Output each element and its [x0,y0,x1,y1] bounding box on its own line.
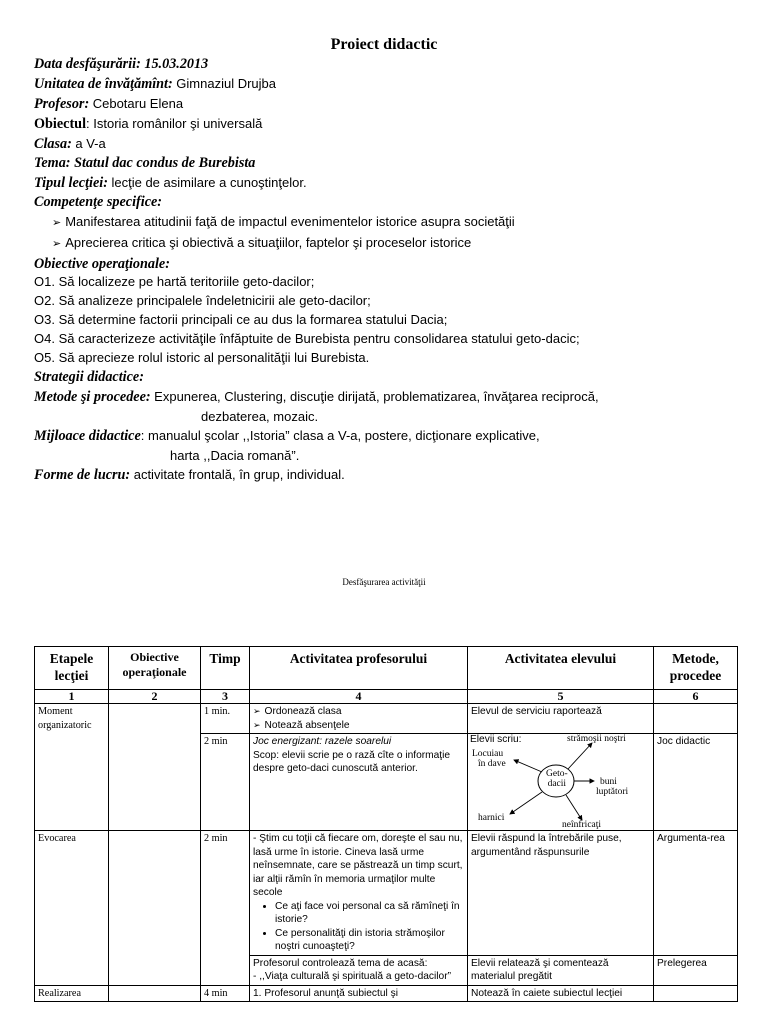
strategies-label: Strategii didactice: [34,369,144,385]
student-activity-cell: Elevii relatează şi comentează materialul pregătit [468,955,654,985]
cluster-label: Locuiau [472,749,504,759]
time-cell: 2 min [201,831,250,986]
cluster-label: în dave [478,759,506,769]
school-row [34,74,754,94]
cluster-label: neînfricaţi [562,820,602,830]
table-row [35,704,738,734]
column-number: 4 [250,690,468,704]
cluster-label: strămoşii noştri [567,734,626,744]
time-cell: 2 min [201,734,250,831]
competence-item: ➢ Aprecierea critica şi obiectivă a situaţiilor, faptelor şi proceselor istorice [52,235,472,250]
lesson-type-row [34,173,754,193]
activity-heading: Desfăşurarea activităţii [342,577,426,587]
column-number: 2 [109,690,201,704]
header-cell: Activitatea profesorului [250,647,468,690]
objective-item: O2. Să analizeze principalele îndeletnicirii ale geto-dacilor; [34,293,371,308]
teacher-activity-cell [250,955,468,985]
teacher-activity-cell [250,831,468,956]
list-item: ➢ Ordonează clasa [267,705,464,719]
work-forms-label: Forme de lucru: [34,467,131,483]
teacher-activity-cell: 1. Profesorul anunţă subiectul şi [250,985,468,1002]
game-title: Joc energizant: razele soarelui [253,736,392,747]
header-cell: Obiective operaţionale [109,647,201,690]
theme-row [34,154,754,173]
stage-cell: Moment organizatoric [35,704,109,831]
objectives-label: Obiective operaţionale: [34,256,170,272]
class-label: Clasa: [34,136,72,152]
means-value: : manualul şcolar ,,Istoria” clasa a V-a, postere, dicţionare explicative, [140,428,540,443]
method-cell: Prelegerea [654,955,738,985]
lesson-type-label: Tipul lecţiei: [34,175,108,191]
teacher-row [34,94,754,114]
column-number-row [35,690,738,704]
method-cell [654,704,738,734]
header-cell: Metode, procedee [654,647,738,690]
cluster-label: luptători [596,787,629,797]
objective-cell [109,831,201,986]
student-activity-cell: Notează în caiete subiectul lecţiei [468,985,654,1002]
column-number: 3 [201,690,250,704]
date-label: Data desfăşurării: [34,56,141,72]
objective-item: O5. Să aprecieze rolul istoric al personalităţii lui Burebista. [34,350,370,365]
student-activity-cell [468,734,654,831]
column-number: 5 [468,690,654,704]
cluster-intro: Elevii scriu: [470,734,522,745]
teacher-text: - Ştim cu toţii că fiecare om, doreşte el sau nu, lasă urme în istorie. Cineva lasă urme neînsemnate, care se păstrează un timp scurt, iar alţii rămîn în memoria urmaţilor multe secole [253,833,463,898]
school-label: Unitatea de învăţămînt: [34,76,173,92]
teacher-activity-cell [250,704,468,734]
header-cell: Etapele lecţiei [35,647,109,690]
cluster-diagram [470,734,651,830]
objective-cell [109,985,201,1002]
theme-label: Tema: [34,155,71,171]
column-number: 1 [35,690,109,704]
time-cell: 4 min [201,985,250,1002]
list-item: ➢ Notează absenţele [267,719,464,733]
date-row [34,55,754,74]
competences-label: Competenţe specifice: [34,194,163,210]
objective-item: O1. Să localizeze pe hartă teritoriile geto-dacilor; [34,274,315,289]
arrow-bullet-icon: ➢ [52,238,62,250]
methods-label: Metode şi procedee: [34,389,151,405]
table-header-row [35,647,738,690]
teacher-text: - ,,Viaţa culturală şi spirituală a geto-dacilor” [253,971,451,982]
subject-row [34,114,754,134]
activity-table [34,646,738,1002]
header-cell: Activitatea elevului [468,647,654,690]
time-cell: 1 min. [201,704,250,734]
list-item: • Ce personalităţi din istoria strămoşilor noştri cunoaşteţi? [275,927,464,954]
objective-item: O4. Să caracterizeze activităţile înfăptuite de Burebista pentru consolidarea statului geto-dacic; [34,331,580,346]
table-row [35,831,738,956]
method-cell: Argumenta-rea [654,831,738,956]
objectives-list [34,272,754,367]
methods-value-cont: dezbaterea, mozaic. [201,409,319,424]
column-number: 6 [654,690,738,704]
class-value: a V-a [75,136,106,151]
header-cell: Timp [201,647,250,690]
means-value-cont: harta ,,Dacia romană”. [170,448,300,463]
method-cell: Joc didactic [654,734,738,831]
stage-cell: Realizarea [35,985,109,1002]
subject-value: : Istoria românilor şi universală [86,116,263,131]
subject-label: Obiectul [34,116,87,132]
lesson-header [34,55,754,274]
list-item: • Ce aţi face voi personal ca să rămîneţi în istorie? [275,900,464,927]
objective-item: O3. Să determine factorii principali ce au dus la formarea statului Dacia; [34,312,448,327]
cluster-label: buni [600,777,617,787]
table-row [35,985,738,1002]
cluster-label: harnici [478,813,505,823]
arrow-bullet-icon: ➢ [52,217,62,229]
strategies-section [34,368,754,485]
competences-label-row [34,193,754,212]
teacher-label: Profesor: [34,96,90,112]
document-title: Proiect didactic [330,36,438,53]
class-row [34,134,754,154]
means-label: Mijloace didactice [34,428,141,444]
cluster-center: Geto- dacii [546,769,568,789]
competence-item: ➢ Manifestarea atitudinii faţă de impactul evenimentelor istorice asupra societăţii [52,214,515,229]
theme-value: Statul dac condus de Burebista [74,155,256,171]
method-cell [654,985,738,1002]
date-value: 15.03.2013 [144,56,209,72]
lesson-type-value: lecţie de asimilare a cunoştinţelor. [111,175,307,190]
teacher-activity-cell [250,734,468,831]
stage-cell: Evocarea [35,831,109,986]
school-value: Gimnaziul Drujba [176,76,276,91]
methods-value: Expunerea, Clustering, discuţie dirijată, problematizarea, învăţarea reciprocă, [154,389,599,404]
teacher-text: Profesorul controlează tema de acasă: [253,957,428,969]
student-activity-cell: Elevii răspund la întrebările puse, argumentând răspunsurile [468,831,654,956]
student-activity-cell: Elevul de serviciu raportează [468,704,654,734]
game-purpose: Scop: elevii scrie pe o rază cîte o informaţie despre geto-daci cunoscută anterior. [253,749,451,774]
objective-cell [109,704,201,831]
work-forms-value: activitate frontală, în grup, individual. [133,467,345,482]
teacher-value: Cebotaru Elena [92,96,184,111]
